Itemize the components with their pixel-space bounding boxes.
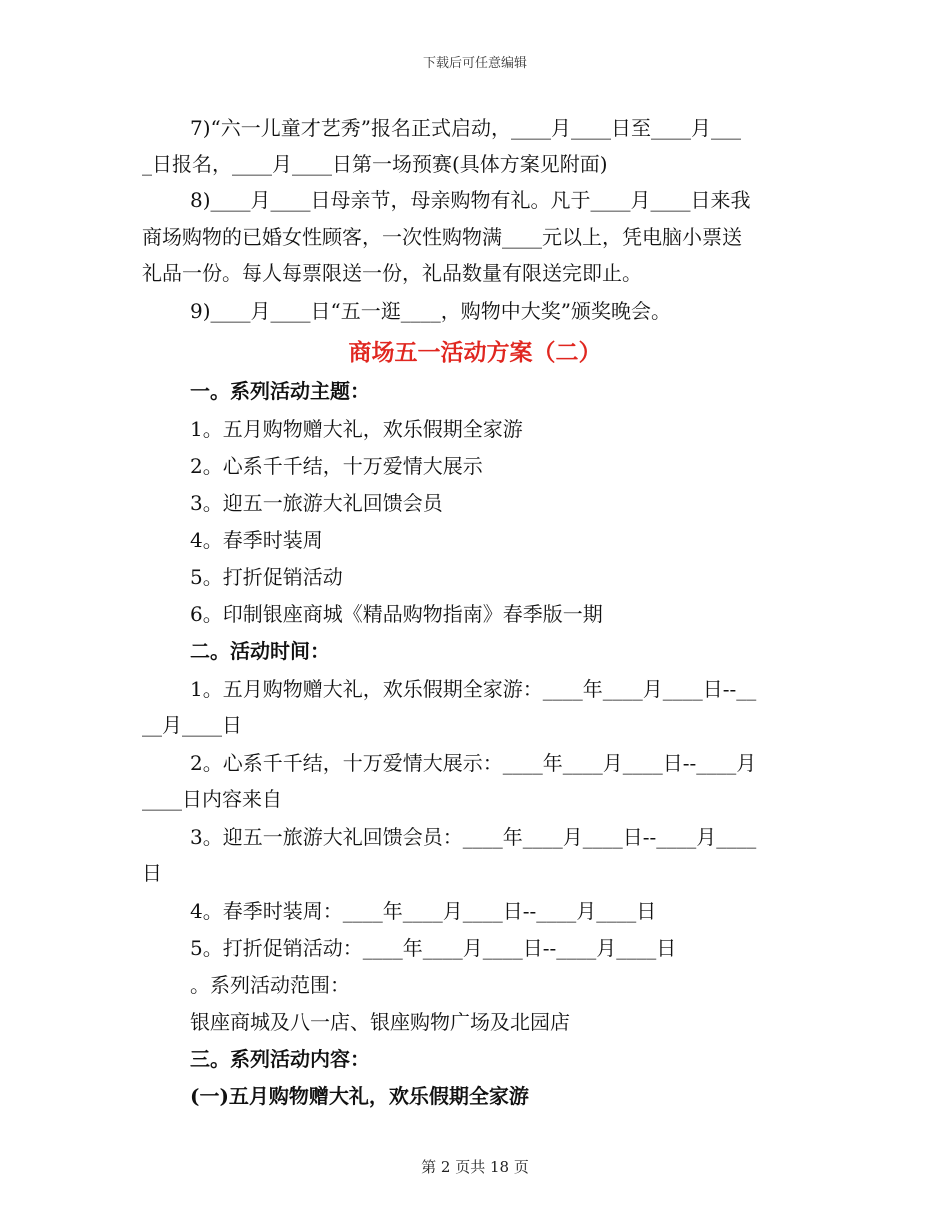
paragraph-line: 礼品一份。每人每票限送一份，礼品数量有限送完即止。 [142,261,642,285]
paragraph-line: _日报名，____月____日第一场预赛(具体方案见附面) [142,152,608,176]
section-heading: 一。系列活动主题： [190,379,370,403]
paragraph-line: 商场购物的已婚女性顾客，一次性购物满____元以上，凭电脑小票送 [142,225,742,249]
section-heading: 三。系列活动内容： [190,1047,370,1071]
section-subheading: (一)五月购物赠大礼，欢乐假期全家游 [190,1084,529,1108]
page-footer: 第 2 页共 18 页 [421,1158,529,1176]
list-item: 5。打折促销活动 [190,565,343,589]
list-item: 4。春季时装周 [190,528,323,552]
list-item: 2。心系千千结，十万爱情大展示：____年____月____日--____月 [190,751,757,775]
list-item: 4。春季时装周：____年____月____日--____月____日 [190,899,657,923]
list-item: 日 [142,861,162,885]
list-item: 6。印制银座商城《精品购物指南》春季版一期 [190,602,603,626]
document-title: 商场五一活动方案（二） [348,339,602,366]
paragraph-line: 9)____月____日“五一逛____，购物中大奖”颁奖晚会。 [190,299,671,323]
list-item: 2。心系千千结，十万爱情大展示 [190,454,483,478]
list-item: __月____日 [142,713,242,737]
list-item: 3。迎五一旅游大礼回馈会员 [190,491,443,515]
section-heading: 二。活动时间： [190,639,330,663]
page-header: 下载后可任意编辑 [422,56,527,71]
list-item: 银座商城及八一店、银座购物广场及北园店 [190,1010,570,1034]
list-item: 3。迎五一旅游大礼回馈会员：____年____月____日--____月____ [190,825,757,849]
paragraph-line: 8)____月____日母亲节，母亲购物有礼。凡于____月____日来我 [190,188,751,212]
list-item: 1。五月购物赠大礼，欢乐假期全家游：____年____月____日--__ [190,677,757,701]
list-item: 5。打折促销活动：____年____月____日--____月____日 [190,936,677,960]
paragraph-line: 7)“六一儿童才艺秀”报名正式启动，____月____日至____月___ [190,116,741,140]
list-item: ____日内容来自 [142,787,282,811]
list-item: 。系列活动范围： [190,973,350,997]
list-item: 1。五月购物赠大礼，欢乐假期全家游 [190,417,523,441]
